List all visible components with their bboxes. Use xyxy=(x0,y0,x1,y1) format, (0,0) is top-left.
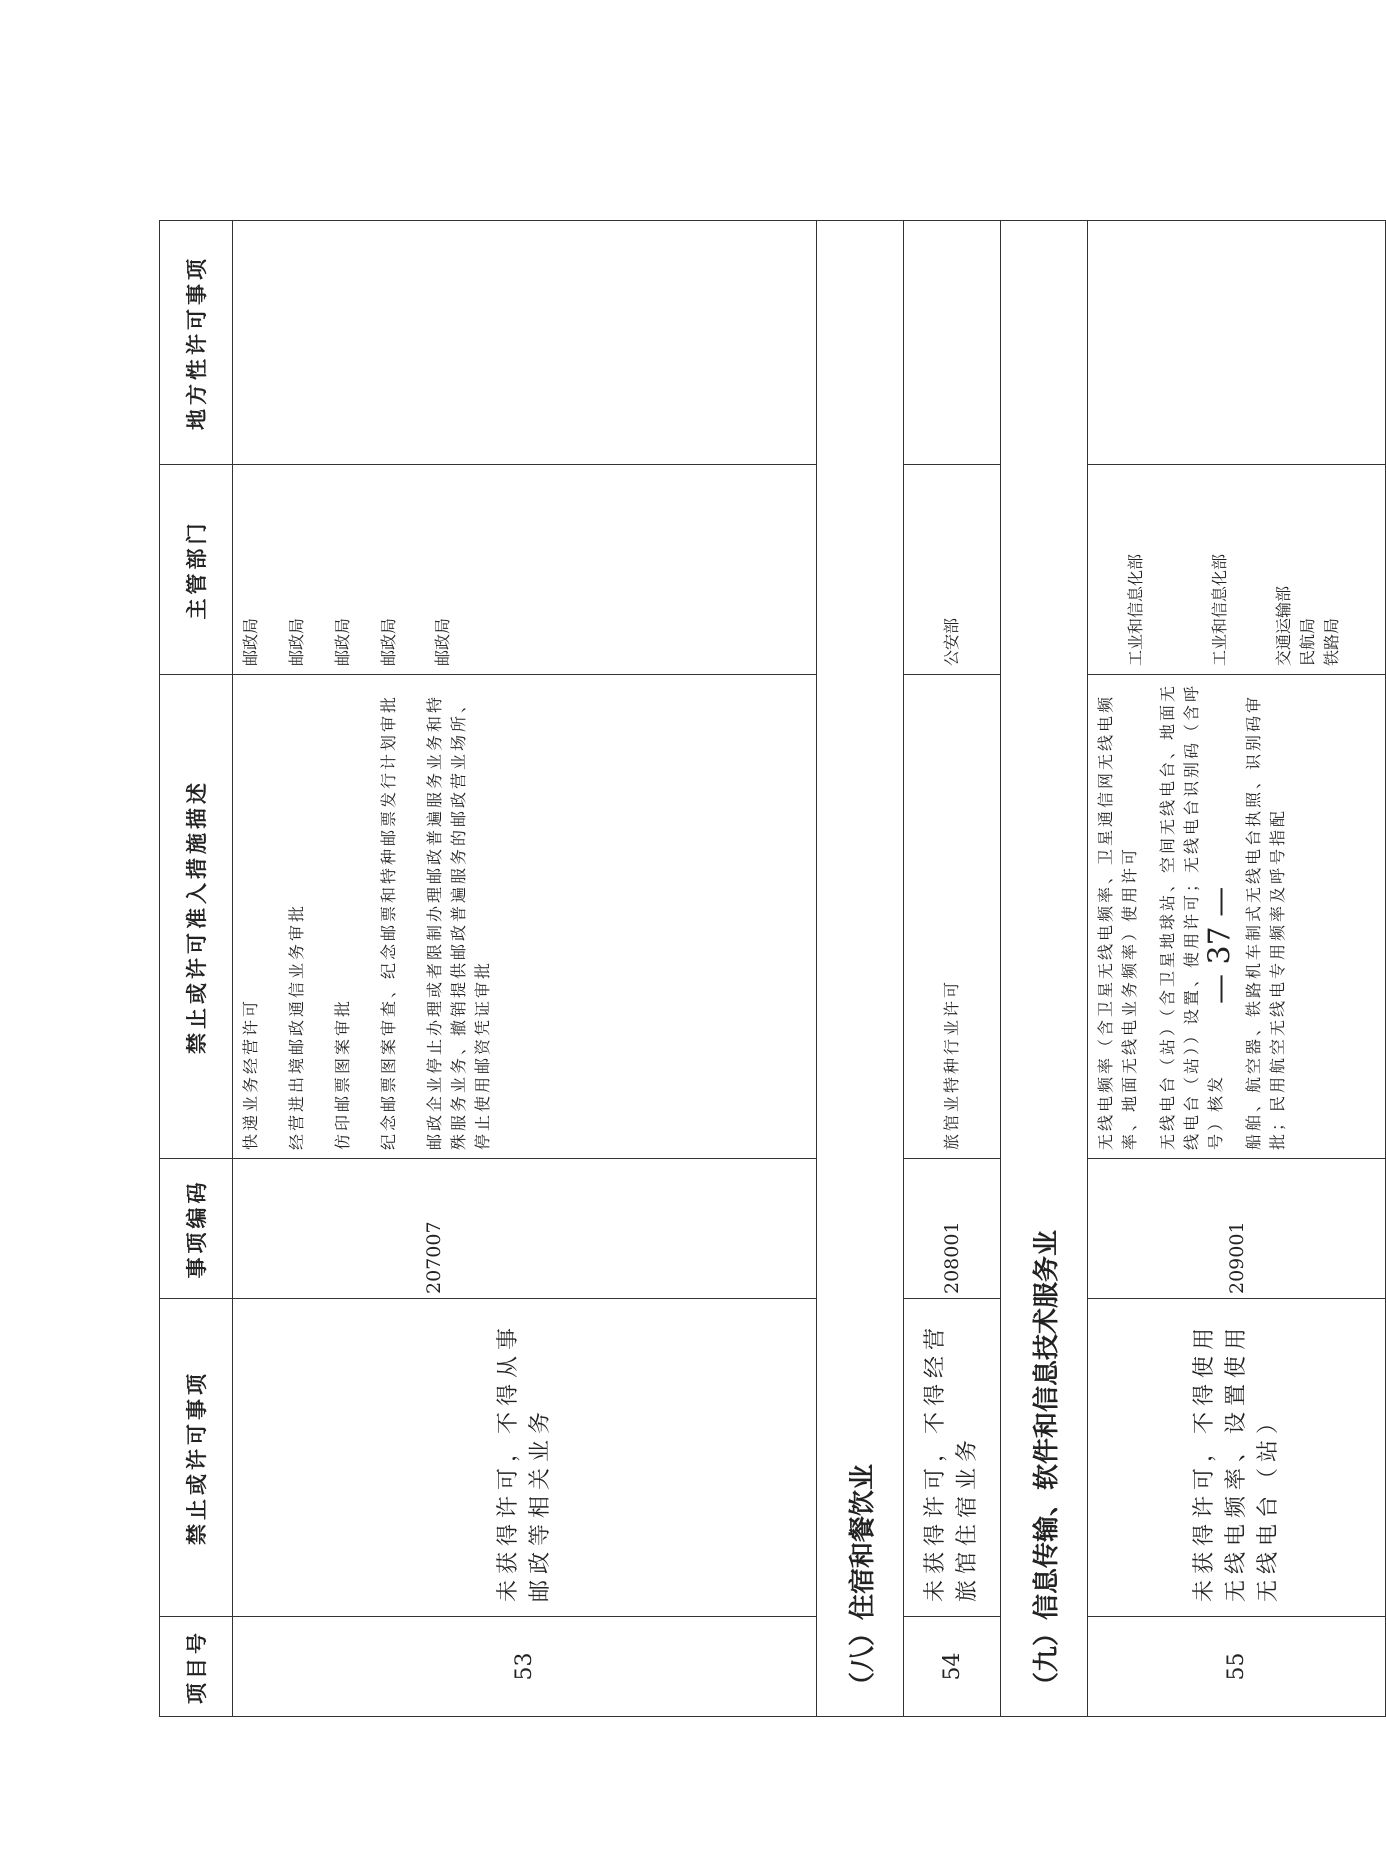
row53-no: 53 xyxy=(233,1617,817,1717)
table-row-53 xyxy=(233,221,817,1717)
row55-measure-3: 船舶、航空器、铁路机车制式无线电台执照、识别码审批；民用航空无线电专用频率及呼号指配 xyxy=(1244,693,1287,1150)
row55-measure-1: 无线电频率（含卫星无线电频率、卫星通信网无线电频率、地面无线电业务频率）使用许可 xyxy=(1096,693,1139,1150)
header-item: 禁止或许可事项 xyxy=(160,1299,233,1617)
row54-measure: 旅馆业特种行业许可 xyxy=(942,978,961,1150)
row55-local xyxy=(1088,221,1386,465)
header-project-no: 项目号 xyxy=(160,1617,233,1717)
row53-measure-2: 经营进出境邮政通信业务审批 xyxy=(287,902,306,1150)
row54-no: 54 xyxy=(904,1617,1001,1717)
row53-dept-4: 邮政局 xyxy=(379,617,398,666)
category-8-label: （八）住宿和餐饮业 xyxy=(817,221,904,1717)
page-number: — 37 — xyxy=(1202,886,1238,1004)
row54-dept: 公安部 xyxy=(942,617,961,666)
header-measure: 禁止或许可准入措施描述 xyxy=(160,675,233,1159)
row53-measure-4: 纪念邮票图案审查、纪念邮票和特种邮票发行计划审批 xyxy=(379,693,398,1150)
row53-dept-5: 邮政局 xyxy=(433,617,452,666)
row53-code: 207007 xyxy=(233,1159,817,1299)
row55-dept-4: 民航局 xyxy=(1298,617,1317,666)
row55-dept-5: 铁路局 xyxy=(1322,617,1341,666)
row55-depts xyxy=(1088,465,1386,675)
header-code: 事项编码 xyxy=(160,1159,233,1299)
row53-dept-2: 邮政局 xyxy=(287,617,306,666)
category-row-9 xyxy=(1001,221,1088,1717)
row53-depts xyxy=(233,465,817,675)
row53-measure-3: 仿印邮票图案审批 xyxy=(333,997,352,1150)
row55-dept-1: 工业和信息化部 xyxy=(1126,553,1145,666)
table-row-54 xyxy=(904,221,1001,1717)
row55-dept-2: 工业和信息化部 xyxy=(1210,553,1229,666)
row54-measure-cell xyxy=(904,675,1001,1159)
row54-dept-cell xyxy=(904,465,1001,675)
row55-dept-3: 交通运输部 xyxy=(1274,585,1293,666)
header-dept: 主管部门 xyxy=(160,465,233,675)
category-9-label: （九）信息传输、软件和信息技术服务业 xyxy=(1001,221,1088,1717)
row53-dept-1: 邮政局 xyxy=(241,617,260,666)
row53-item: 未获得许可，不得从事邮政等相关业务 xyxy=(233,1299,817,1617)
row53-measures xyxy=(233,675,817,1159)
row54-code: 208001 xyxy=(904,1159,1001,1299)
row55-item: 未获得许可，不得使用无线电频率、设置使用无线电台（站） xyxy=(1088,1299,1386,1617)
row53-local xyxy=(233,221,817,465)
row53-measure-5: 邮政企业停止办理或者限制办理邮政普遍服务业务和特殊服务业务、撤销提供邮政普遍服务的邮政营业场所、停止使用邮资凭证审批 xyxy=(425,693,492,1150)
row55-no: 55 xyxy=(1088,1617,1386,1717)
header-local: 地方性许可事项 xyxy=(160,221,233,465)
header-row xyxy=(160,221,233,1717)
row53-dept-3: 邮政局 xyxy=(333,617,352,666)
row55-code: 209001 xyxy=(1088,1159,1386,1299)
row54-item: 未获得许可，不得经营旅馆住宿业务 xyxy=(904,1299,1001,1617)
row55-measure-2: 无线电台（站）（含卫星地球站、空间无线电台、地面无线电台（站））设置、使用许可；无线电台识别码（含呼号）核发 xyxy=(1158,682,1225,1150)
category-row-8 xyxy=(817,221,904,1717)
row53-measure-1: 快递业务经营许可 xyxy=(241,997,260,1150)
row54-local xyxy=(904,221,1001,465)
